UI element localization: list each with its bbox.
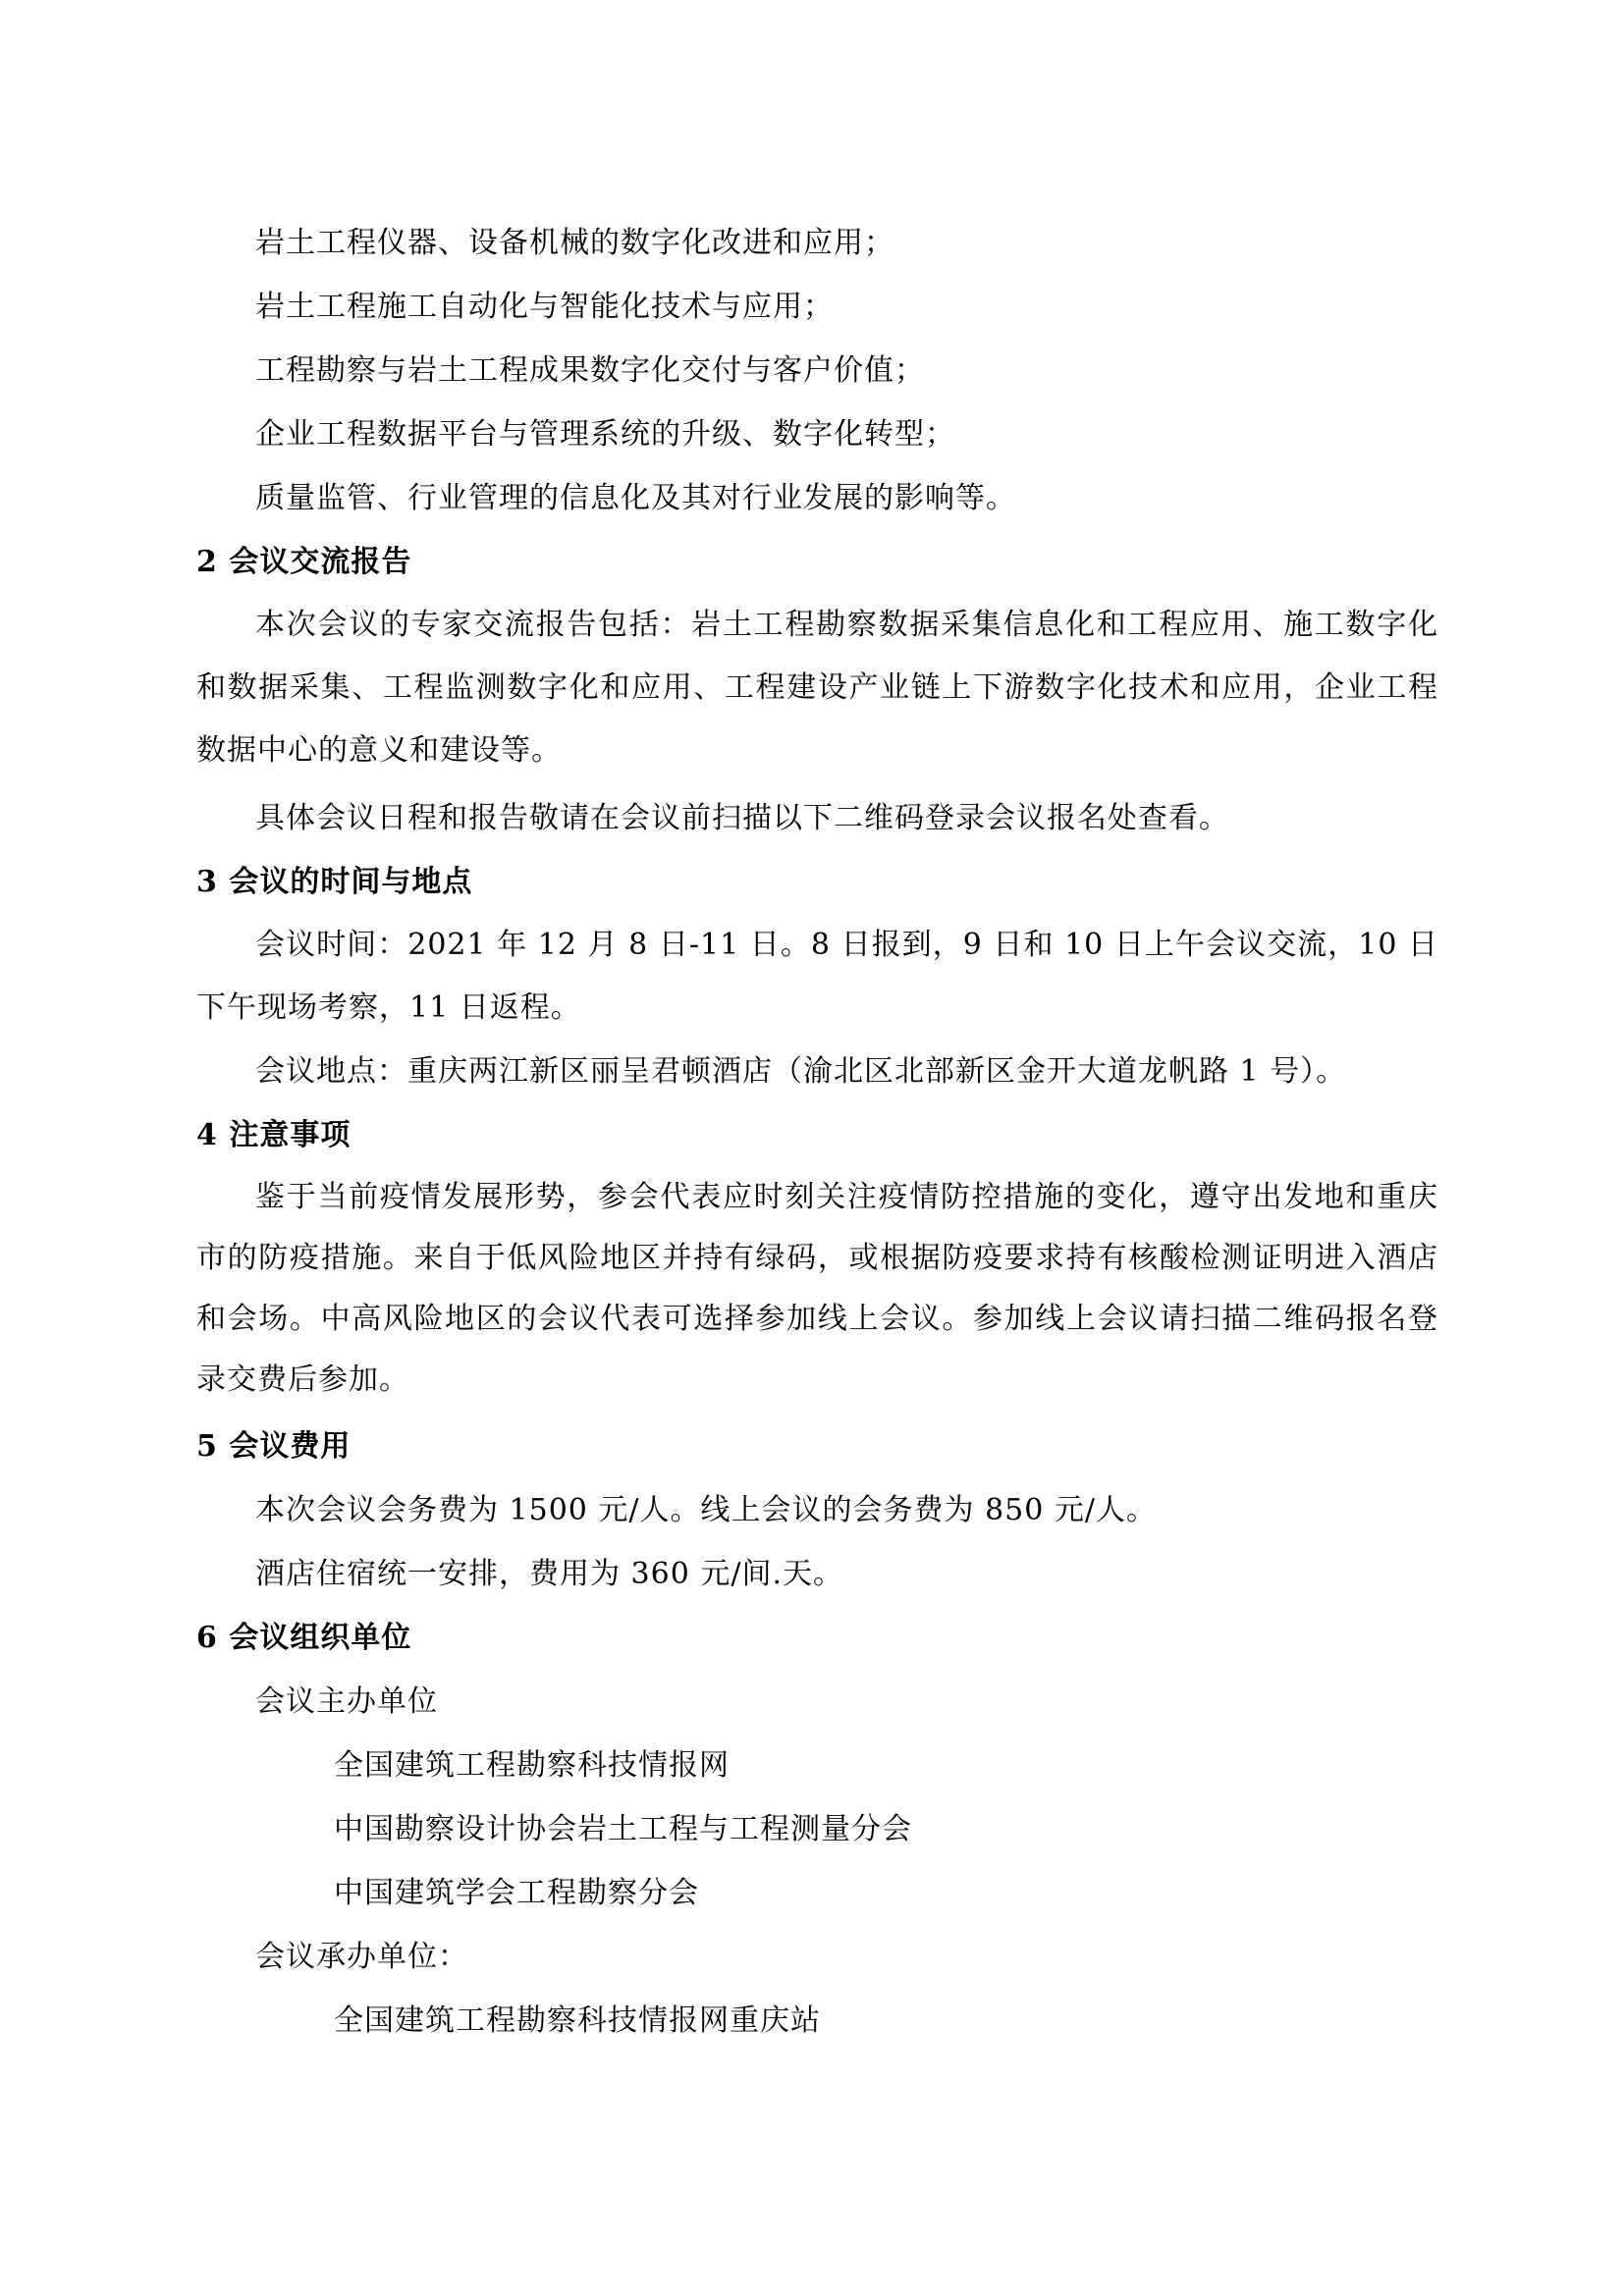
organizer-unit: 全国建筑工程勘察科技情报网重庆站 — [334, 2003, 821, 2038]
topic-item: 岩土工程施工自动化与智能化技术与应用； — [255, 290, 834, 324]
topic-item: 企业工程数据平台与管理系统的升级、数字化转型； — [255, 417, 955, 452]
section-heading: 5 会议费用 — [196, 1429, 352, 1464]
meeting-time: 会议时间：2021 年 12 月 8 日-11 日。8 日报到，9 日和 10 日上午会议交流，10 日下午现场考察，11 日返程。 — [196, 928, 1438, 1025]
document-body — [196, 211, 1438, 2053]
host-unit: 全国建筑工程勘察科技情报网 — [334, 1748, 730, 1783]
topic-item: 岩土工程仪器、设备机械的数字化改进和应用； — [255, 226, 894, 260]
paragraph: 鉴于当前疫情发展形势，参会代表应时刻关注疫情防控措施的变化，遵守出发地和重庆市的防疫措施。来自于低风险地区并持有绿码，或根据防疫要求持有核酸检测证明进入酒店和会场。中高风险地区的会议代表可选择参加线上会议。参加线上会议请扫描二维码报名登录交费后参加。 — [196, 1180, 1438, 1397]
host-unit: 中国建筑学会工程勘察分会 — [334, 1876, 699, 1910]
section-heading: 3 会议的时间与地点 — [196, 865, 473, 899]
organizer-label: 会议承办单位： — [255, 1940, 468, 1974]
hotel-fee: 酒店住宿统一安排，费用为 360 元/间.天。 — [255, 1557, 843, 1591]
host-unit: 中国勘察设计协会岩土工程与工程测量分会 — [334, 1812, 912, 1846]
meeting-place: 会议地点：重庆两江新区丽呈君顿酒店（渝北区北部新区金开大道龙帆路 1 号）。 — [255, 1054, 1347, 1089]
topic-item: 质量监管、行业管理的信息化及其对行业发展的影响等。 — [255, 481, 1016, 515]
section-heading: 4 注意事项 — [196, 1118, 352, 1152]
meeting-fee: 本次会议会务费为 1500 元/人。线上会议的会务费为 850 元/人。 — [255, 1493, 1157, 1527]
paragraph: 本次会议的专家交流报告包括：岩土工程勘察数据采集信息化和工程应用、施工数字化和数据采集、工程监测数字化和应用、工程建设产业链上下游数字化技术和应用，企业工程数据中心的意义和建设等。 — [196, 608, 1438, 768]
section-heading: 2 会议交流报告 — [196, 545, 412, 579]
topic-item: 工程勘察与岩土工程成果数字化交付与客户价值； — [255, 353, 925, 388]
paragraph: 具体会议日程和报告敬请在会议前扫描以下二维码登录会议报名处查看。 — [255, 801, 1229, 835]
hosts-label: 会议主办单位 — [255, 1684, 438, 1719]
section-heading: 6 会议组织单位 — [196, 1621, 412, 1655]
